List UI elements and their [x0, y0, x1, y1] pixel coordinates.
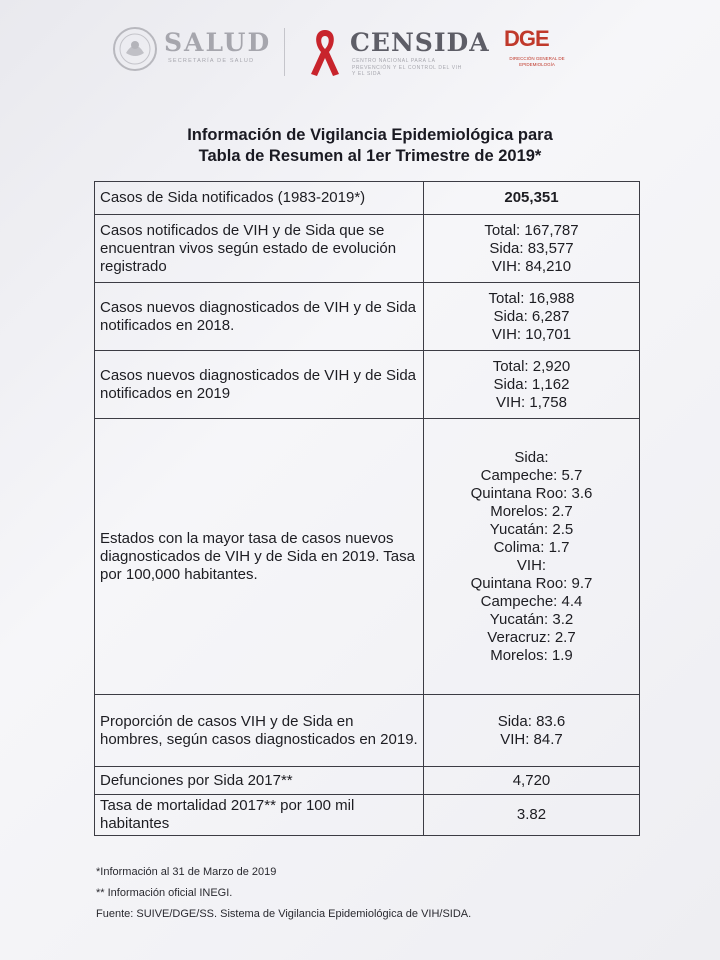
row-label: Proporción de casos VIH y de Sida en hombres, según casos diagnosticados en 2019.: [95, 695, 424, 767]
value-line: Veracruz: 2.7: [487, 628, 576, 646]
table-row: [95, 419, 640, 695]
salud-logo-text: SALUD: [164, 28, 272, 57]
row-label: Defunciones por Sida 2017**: [95, 767, 424, 795]
row-value: [424, 767, 640, 795]
value-line: Quintana Roo: 3.6: [470, 484, 593, 502]
table-row: [95, 182, 640, 215]
table-row: [95, 795, 640, 836]
dge-subtitle: DIRECCIÓN GENERAL DE EPIDEMIOLOGÍA: [509, 56, 565, 67]
value-line: Sida: 1,162: [493, 375, 570, 393]
row-value: [424, 351, 640, 419]
value-line: Sida: 6,287: [493, 307, 570, 325]
value-line: Sida: 83.6: [497, 712, 566, 730]
mexico-seal-icon: [112, 26, 158, 72]
value-line: Campeche: 4.4: [480, 592, 583, 610]
footnotes: [96, 862, 471, 925]
value-line: Yucatán: 3.2: [489, 610, 574, 628]
censida-logo-text: CENSIDA: [350, 28, 490, 57]
value-line: 4,720: [512, 771, 551, 789]
value-line: Campeche: 5.7: [480, 466, 583, 484]
value-line: Yucatán: 2.5: [489, 520, 574, 538]
value-line: Sida: 83,577: [489, 239, 574, 257]
value-line: Quintana Roo: 9.7: [470, 574, 593, 592]
footnote: *Información al 31 de Marzo de 2019: [96, 866, 277, 878]
row-value: [424, 795, 640, 836]
table-row: [95, 215, 640, 283]
row-label: Casos nuevos diagnosticados de VIH y de Sida notificados en 2018.: [95, 283, 424, 351]
value-line: Morelos: 2.7: [490, 502, 573, 520]
row-value: [424, 182, 640, 215]
row-value: [424, 283, 640, 351]
value-line: Morelos: 1.9: [490, 646, 573, 664]
value-line: Total: 167,787: [484, 221, 579, 239]
row-label: Tasa de mortalidad 2017** por 100 mil habitantes: [95, 795, 424, 836]
salud-subtitle: SECRETARÍA DE SALUD: [168, 58, 255, 64]
summary-table: [94, 181, 640, 836]
value-line: VIH: 84.7: [500, 730, 563, 748]
value-line: 205,351: [504, 189, 559, 206]
title-line-2: Tabla de Resumen al 1er Trimestre de 2019*: [198, 147, 542, 165]
row-label: Casos nuevos diagnosticados de VIH y de Sida notificados en 2019: [95, 351, 424, 419]
red-ribbon-icon: [308, 26, 342, 78]
footnote: ** Información oficial INEGI.: [96, 887, 233, 899]
value-line: 3.82: [516, 806, 547, 823]
value-line: Sida:: [514, 448, 549, 466]
row-label: Casos notificados de VIH y de Sida que se encuentran vivos según estado de evolución registrado: [95, 215, 424, 283]
value-line: VIH: 10,701: [491, 325, 572, 343]
censida-subtitle: CENTRO NACIONAL PARA LA PREVENCIÓN Y EL CONTROL DEL VIH Y EL SIDA: [352, 58, 462, 77]
row-value: [424, 215, 640, 283]
value-line: Total: 2,920: [492, 357, 571, 375]
table-row: [95, 695, 640, 767]
value-line: VIH:: [516, 556, 547, 574]
value-line: Total: 16,988: [488, 289, 575, 307]
row-label: Casos de Sida notificados (1983-2019*): [95, 182, 424, 215]
value-line: Colima: 1.7: [493, 538, 570, 556]
row-value: [424, 419, 640, 695]
dge-logo-text: DGE: [504, 26, 549, 51]
footnote: Fuente: SUIVE/DGE/SS. Sistema de Vigilancia Epidemiológica de VIH/SIDA.: [96, 908, 472, 920]
table-row: [95, 351, 640, 419]
title-line-1: Información de Vigilancia Epidemiológica para: [187, 126, 553, 144]
table-row: [95, 767, 640, 795]
table-row: [95, 283, 640, 351]
value-line: VIH: 84,210: [491, 257, 572, 275]
logo-divider: [284, 28, 285, 76]
value-line: VIH: 1,758: [496, 393, 567, 411]
row-label: Estados con la mayor tasa de casos nuevos diagnosticados de VIH y de Sida en 2019. Tasa por 100,000 habitantes.: [95, 419, 424, 695]
page-title: [90, 125, 650, 167]
header-logos: [112, 22, 572, 82]
row-value: [424, 695, 640, 767]
